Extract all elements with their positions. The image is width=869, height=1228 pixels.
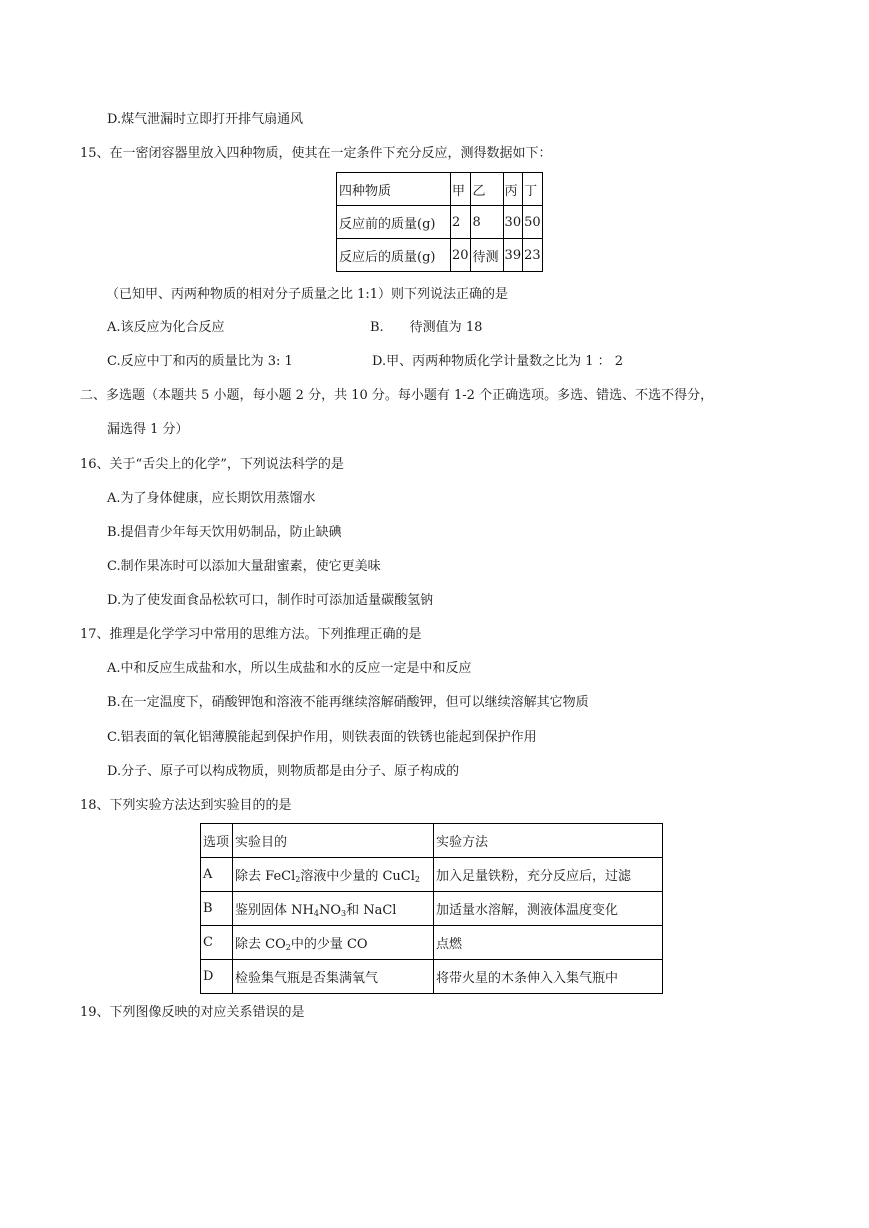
table-cell-purpose: 除去 FeCl$_2$溶液中少量的 CuCl$_2$ xyxy=(233,858,434,892)
q16-option-a: A.为了身体健康，应长期饮用蒸馏水 xyxy=(107,491,316,506)
table-header-row xyxy=(201,824,663,858)
table-header-row xyxy=(337,173,543,206)
table-cell: 20 xyxy=(451,239,471,272)
q17-option-c: C.铝表面的氧化铝薄膜能起到保护作用，则铁表面的铁锈也能起到保护作用 xyxy=(107,730,537,745)
table-cell: 待测 xyxy=(470,239,503,272)
table-cell: 39 xyxy=(503,239,523,272)
q15-option-d: D.甲、丙两种物质化学计量数之比为 1 ： 2 xyxy=(372,354,624,369)
table-cell: 30 xyxy=(503,206,523,239)
section-heading-cont: 漏选得 1 分） xyxy=(107,422,189,437)
table-row xyxy=(201,926,663,960)
table-header-cell: 乙 xyxy=(470,173,503,206)
q17-option-d: D.分子、原子可以构成物质，则物质都是由分子、原子构成的 xyxy=(107,764,460,779)
table-cell: 8 xyxy=(470,206,503,239)
q18-stem: 18、下列实验方法达到实验目的的是 xyxy=(80,798,292,813)
table-cell: 反应前的质量(g) xyxy=(337,206,451,239)
q17-option-a: A.中和反应生成盐和水，所以生成盐和水的反应一定是中和反应 xyxy=(107,661,472,676)
table-cell-purpose: 除去 $CO_2$中的少量 CO xyxy=(233,926,434,960)
table-header-cell: 选项 xyxy=(201,824,233,858)
table-row xyxy=(201,892,663,926)
table-cell-purpose: 鉴别固体 $NH_4NO_3$和 NaCl xyxy=(233,892,434,926)
table-cell-purpose: 检验集气瓶是否集满氧气 xyxy=(233,960,434,994)
q15-option-b: B. 待测值为 18 xyxy=(370,320,483,335)
table-header-cell: 丙 xyxy=(503,173,523,206)
table-header-cell: 四种物质 xyxy=(337,173,451,206)
table-header-cell: 丁 xyxy=(523,173,543,206)
table-cell-method: 加入足量铁粉，充分反应后，过滤 xyxy=(434,858,663,892)
q15-option-c: C.反应中丁和丙的质量比为 3: 1 xyxy=(107,354,293,369)
q19-stem: 19、下列图像反映的对应关系错误的是 xyxy=(80,1005,305,1020)
q18-experiment-table xyxy=(200,823,663,994)
table-cell-option: D xyxy=(201,960,233,994)
q14-option-d: D.煤气泄漏时立即打开排气扇通风 xyxy=(107,112,304,127)
table-row xyxy=(201,858,663,892)
q17-stem: 17、推理是化学学习中常用的思维方法。下列推理正确的是 xyxy=(80,627,422,642)
q16-option-d: D.为了使发面食品松软可口，制作时可添加适量碳酸氢钠 xyxy=(107,593,434,608)
table-cell: 反应后的质量(g) xyxy=(337,239,451,272)
table-cell-option: A xyxy=(201,858,233,892)
q16-stem: 16、关于“舌尖上的化学”，下列说法科学的是 xyxy=(80,457,344,472)
q17-option-b: B.在一定温度下，硝酸钾饱和溶液不能再继续溶解硝酸钾，但可以继续溶解其它物质 xyxy=(107,695,589,710)
q16-option-c: C.制作果冻时可以添加大量甜蜜素，使它更美味 xyxy=(107,559,381,574)
q15-option-a: A.该反应为化合反应 xyxy=(107,320,225,335)
table-header-cell: 甲 xyxy=(451,173,471,206)
q15-stem: 15、在一密闭容器里放入四种物质，使其在一定条件下充分反应，测得数据如下： xyxy=(80,146,552,161)
table-cell: 2 xyxy=(451,206,471,239)
q15-data-table xyxy=(336,172,543,272)
table-cell-option: C xyxy=(201,926,233,960)
table-row xyxy=(337,239,543,272)
section-heading: 二、多选题（本题共 5 小题，每小题 2 分，共 10 分。每小题有 1-2 个正确选项。多选、错选、不选不得分， xyxy=(80,388,714,403)
table-cell: 50 xyxy=(523,206,543,239)
table-row xyxy=(337,206,543,239)
q16-option-b: B.提倡青少年每天饮用奶制品，防止缺碘 xyxy=(107,525,342,540)
table-header-cell: 实验方法 xyxy=(434,824,663,858)
table-row xyxy=(201,960,663,994)
q15-note: （已知甲、丙两种物质的相对分子质量之比 1:1）则下列说法正确的是 xyxy=(106,287,509,302)
table-cell-option: B xyxy=(201,892,233,926)
table-cell-method: 将带火星的木条伸入入集气瓶中 xyxy=(434,960,663,994)
table-cell-method: 点燃 xyxy=(434,926,663,960)
table-header-cell: 实验目的 xyxy=(233,824,434,858)
table-cell: 23 xyxy=(523,239,543,272)
table-cell-method: 加适量水溶解，测液体温度变化 xyxy=(434,892,663,926)
